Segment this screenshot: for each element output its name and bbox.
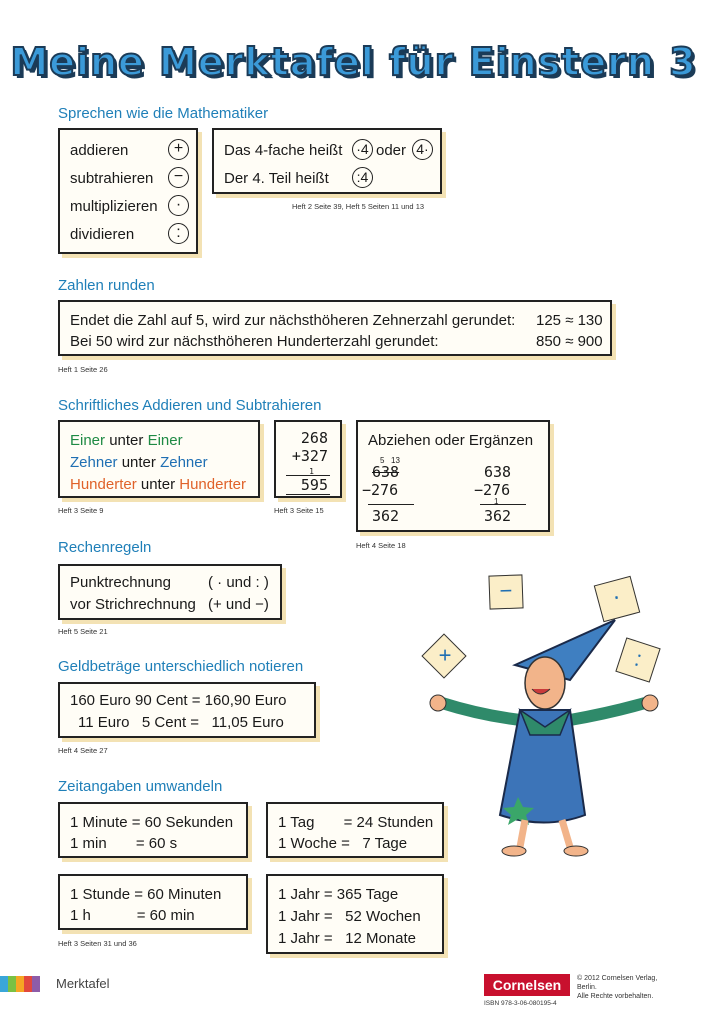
zeit-jahr-line2: 1 Jahr = 52 Wochen	[278, 908, 421, 925]
tile-minus: −	[488, 574, 523, 609]
heading-schriftlich: Schriftliches Addieren und Subtrahieren	[58, 397, 322, 414]
color-bar-1	[0, 976, 8, 992]
zeit-stunde-line2: 1 h = 60 min	[70, 907, 195, 924]
wizard-illustration	[420, 615, 670, 860]
einer-line	[70, 430, 183, 451]
sub1-line	[368, 504, 414, 505]
op-label-div: dividieren	[70, 226, 135, 243]
regel-line2: vor Strichrechnung	[70, 596, 196, 613]
times-four-icon: ·4	[352, 139, 373, 160]
op-label-sub: subtrahieren	[70, 170, 154, 187]
wizard-hand-left	[430, 695, 446, 711]
isbn: ISBN 978-3-06-080195-4	[484, 1000, 557, 1007]
geld-line1: 160 Euro 90 Cent = 160,90 Euro	[70, 692, 287, 709]
dot-icon: ·	[168, 195, 189, 216]
einer-a: Einer	[70, 432, 106, 449]
sub2-result: 362	[484, 507, 512, 525]
stellenwert-box	[58, 420, 260, 498]
fach-box	[212, 128, 442, 194]
color-bar-4	[24, 976, 32, 992]
runden-line1: Endet die Zahl auf 5, wird zur nächsthöheren Zehnerzahl gerundet:	[70, 312, 516, 329]
colon-icon: :	[168, 223, 189, 244]
addition-box	[274, 420, 342, 498]
wizard-head	[525, 657, 565, 709]
runden-line1-val: 125 ≈ 130	[536, 312, 603, 329]
einer-b: Einer	[147, 432, 183, 449]
fach-text: Das 4-fache heißt	[224, 142, 343, 159]
fach-oder: oder	[376, 142, 407, 159]
source-rechenregeln: Heft 5 Seite 21	[58, 627, 108, 636]
sub1-second: −276	[362, 481, 399, 499]
zeit-box-tag	[266, 802, 444, 858]
publisher-logo: Cornelsen	[484, 974, 570, 996]
copyright-line1: © 2012 Cornelsen Verlag,	[577, 975, 658, 982]
wizard-foot-left	[502, 846, 526, 856]
geld-line2: 11 Euro 5 Cent = 11,05 Euro	[78, 714, 284, 731]
plus-icon: +	[168, 139, 189, 160]
add-underline	[286, 494, 330, 495]
zehner-a: Zehner	[70, 454, 118, 471]
add-second: +327	[291, 447, 328, 465]
subtraction-box	[356, 420, 550, 532]
page-title: Meine Merktafel für Einstern 3	[10, 40, 697, 84]
add-carry: 1	[309, 467, 314, 476]
color-bar	[0, 976, 40, 992]
hunderter-mid: unter	[140, 476, 176, 493]
sub2-carry: 1	[494, 497, 499, 506]
sub-borrow-hundreds: 5	[380, 456, 385, 465]
zeit-tag-line1: 1 Tag = 24 Stunden	[278, 814, 434, 831]
heading-runden: Zahlen runden	[58, 277, 155, 294]
wizard-arm-left	[442, 703, 520, 720]
source-sprechen: Heft 2 Seite 39, Heft 5 Seiten 11 und 13	[292, 202, 425, 211]
color-bar-3	[16, 976, 24, 992]
four-times-icon: 4·	[412, 139, 433, 160]
regel-line2-ops: (+ und −)	[208, 596, 269, 613]
source-zeit: Heft 3 Seiten 31 und 36	[58, 939, 137, 948]
wizard-foot-right	[564, 846, 588, 856]
sub-borrow-tens: 13	[391, 456, 400, 465]
add-result: 595	[300, 476, 328, 494]
runden-line2: Bei 50 wird zur nächsthöheren Hunderterzahl gerundet:	[70, 333, 439, 350]
op-label-mul: multiplizieren	[70, 198, 158, 215]
zeit-box-jahr	[266, 874, 444, 954]
minus-icon: −	[168, 167, 189, 188]
tile-colon: :	[615, 637, 660, 682]
sub-title: Abziehen oder Ergänzen	[368, 432, 534, 449]
zeit-jahr-line1: 1 Jahr = 365 Tage	[278, 886, 399, 903]
div-four-icon: :4	[352, 167, 373, 188]
zeit-box-minute	[58, 802, 248, 858]
zeit-tag-line2: 1 Woche = 7 Tage	[278, 835, 408, 852]
source-stellenwert: Heft 3 Seite 9	[58, 506, 104, 515]
zehner-b: Zehner	[160, 454, 208, 471]
zehner-mid: unter	[121, 454, 156, 471]
copyright-line2: Berlin.	[577, 984, 597, 992]
add-top: 268	[300, 429, 328, 447]
sub1-result: 362	[372, 507, 400, 525]
op-label-add: addieren	[70, 142, 129, 159]
copyright	[577, 974, 657, 1001]
runden-box	[58, 300, 612, 356]
regel-line1: Punktrechnung	[70, 574, 171, 591]
hunderter-b: Hunderter	[179, 476, 246, 493]
zeit-jahr-line3: 1 Jahr = 12 Monate	[278, 930, 417, 947]
source-addition: Heft 3 Seite 15	[274, 506, 324, 515]
heading-rechenregeln: Rechenregeln	[58, 539, 152, 556]
geld-box	[58, 682, 316, 738]
copyright-line3: Alle Rechte vorbehalten.	[577, 993, 654, 1001]
footer-label: Merktafel	[56, 976, 110, 991]
color-bar-5	[32, 976, 40, 992]
ops-box	[58, 128, 198, 254]
source-geld: Heft 4 Seite 27	[58, 746, 108, 755]
source-subtraction: Heft 4 Seite 18	[356, 541, 406, 550]
rechenregeln-box	[58, 564, 282, 620]
heading-sprechen: Sprechen wie die Mathematiker	[58, 105, 269, 122]
zeit-minute-line2: 1 min = 60 s	[70, 835, 178, 852]
heading-zeit: Zeitangaben umwandeln	[58, 778, 223, 795]
heading-geld: Geldbeträge unterschiedlich notieren	[58, 658, 304, 675]
sub2-line	[480, 504, 526, 505]
wizard-leg-left	[520, 820, 525, 847]
color-bar-2	[8, 976, 16, 992]
source-runden: Heft 1 Seite 26	[58, 365, 108, 374]
wizard-leg-right	[562, 820, 570, 847]
wizard-arm-right	[570, 703, 645, 720]
zehner-line	[70, 452, 208, 473]
teil-text: Der 4. Teil heißt	[224, 170, 329, 187]
regel-line1-ops: ( · und : )	[208, 574, 269, 591]
sub2-top: 638	[484, 463, 512, 481]
sub1-top: 638	[372, 463, 400, 481]
tile-plus-glyph: +	[438, 642, 452, 668]
sub2-second: −276	[474, 481, 511, 499]
hunderter-line	[70, 474, 246, 495]
einer-mid: unter	[109, 432, 144, 449]
zeit-box-stunde	[58, 874, 248, 930]
runden-line2-val: 850 ≈ 900	[536, 333, 603, 350]
zeit-minute-line1: 1 Minute = 60 Sekunden	[70, 814, 234, 831]
wizard-hand-right	[642, 695, 658, 711]
tile-dot: ·	[594, 576, 641, 623]
zeit-stunde-line1: 1 Stunde = 60 Minuten	[70, 886, 222, 903]
hunderter-a: Hunderter	[70, 476, 137, 493]
